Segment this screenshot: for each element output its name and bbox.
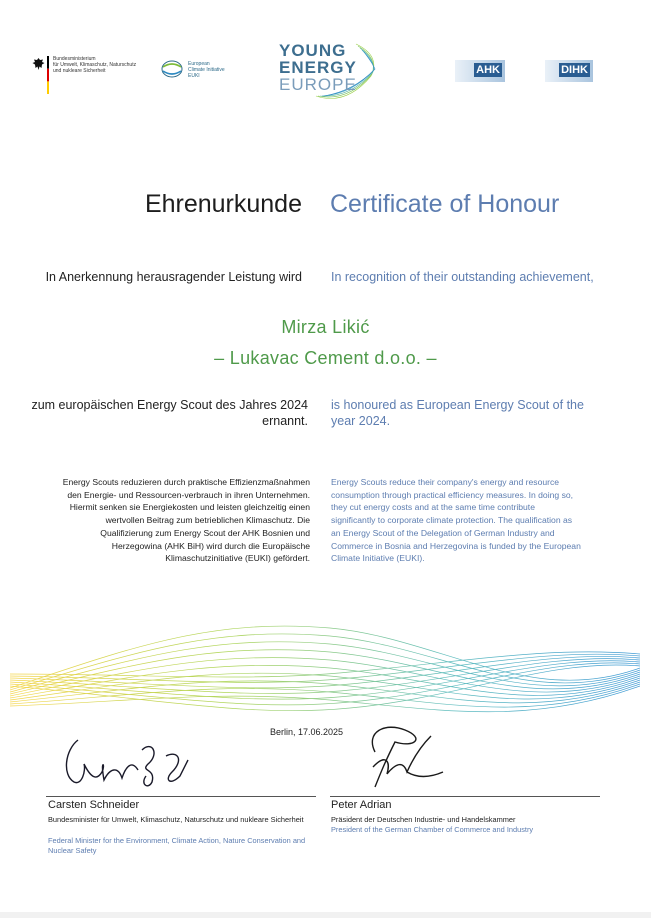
signatory-name-right: Peter Adrian xyxy=(331,799,392,811)
federal-eagle-icon xyxy=(32,57,45,71)
recognition-english: In recognition of their outstanding achievement, xyxy=(331,270,594,284)
euki-logo xyxy=(160,56,250,86)
ahk-label: AHK xyxy=(476,64,500,76)
yee-line1: YOUNG xyxy=(279,41,347,60)
award-german: zum europäischen Energy Scout des Jahres 2024 ernannt. xyxy=(31,398,308,428)
euki-globe-icon xyxy=(160,58,184,80)
euki-text: European Climate Initiative EUKI xyxy=(188,61,225,80)
bmuk-logo xyxy=(32,54,152,94)
dihk-label: DIHK xyxy=(561,64,588,76)
signature-schneider xyxy=(60,720,200,800)
signatory-role-left-en: Federal Minister for the Environment, Climate Action, Nature Conservation and Nuclear Safety xyxy=(48,836,306,855)
yee-line2: ENERGY xyxy=(279,58,357,77)
bmuk-text: Bundesministerium für Umwelt, Klimaschutz, Naturschutz und nukleare Sicherheit xyxy=(53,56,137,75)
yee-line3: EUROPE xyxy=(279,75,357,94)
signatory-name-left: Carsten Schneider xyxy=(48,799,140,811)
signatory-role-right-en: President of the German Chamber of Commerce and Industry xyxy=(331,825,534,834)
signatory-role-left-de: Bundesminister für Umwelt, Klimaschutz, Naturschutz und nukleare Sicherheit xyxy=(48,815,304,824)
recipient-company: – Lukavac Cement d.o.o. – xyxy=(214,348,437,368)
signature-line-left xyxy=(46,796,316,797)
title-english: Certificate of Honour xyxy=(330,190,560,218)
signatory-role-right-de: Präsident der Deutschen Industrie- und Handelskammer xyxy=(331,815,516,824)
dihk-logo xyxy=(545,60,593,82)
recipient-name: Mirza Likić xyxy=(281,317,370,337)
signature-line-right xyxy=(330,796,600,797)
bottom-strip xyxy=(0,912,651,918)
signature-adrian xyxy=(345,712,445,797)
recognition-german: In Anerkennung herausragender Leistung wird xyxy=(45,270,302,284)
ahk-logo xyxy=(455,60,505,82)
german-flag-icon xyxy=(47,56,49,94)
title-german: Ehrenurkunde xyxy=(144,190,302,218)
young-energy-europe-logo xyxy=(276,36,382,104)
description-english: Energy Scouts reduce their company's energy and resource consumption through practical efficiency measures. In doing so, they cut energy costs and at the same time contribute significantly to corporate climate protection. The qualification as an Energy Scout of the Delegation of German Industry and Commerce in Bosnia and Herzegovina is funded by the European Climate Initiative (EUKI). xyxy=(331,477,581,564)
place-date: Berlin, 17.06.2025 xyxy=(270,727,344,737)
description-german: Energy Scouts reduzieren durch praktische Effizienzmaßnahmen den Energie- und Ressourcen-verbrauch in ihren Unternehmen. Hiermit senken sie Energiekosten und leisten gleichzeitig einen wertvollen Beitrag zum betrieblichen Klimaschutz. Die Qualifizierung zum Energy Scout der AHK Bosnien und Herzegowina (AHK BiH) wird durch die Europäische Klimaschutzinitiative (EUKI) gefördert. xyxy=(62,477,310,564)
award-english: is honoured as European Energy Scout of the year 2024. xyxy=(331,398,584,428)
